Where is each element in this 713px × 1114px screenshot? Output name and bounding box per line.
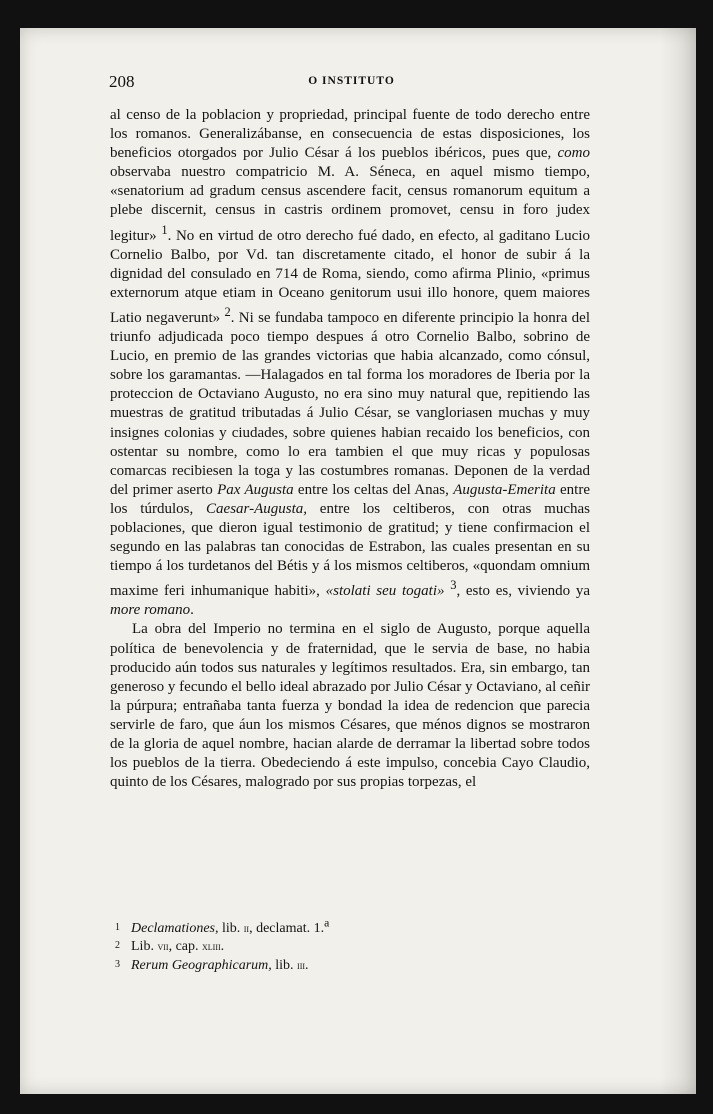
footnote: [115, 914, 535, 937]
footnote-ref: 1: [161, 222, 168, 237]
page-number: 208: [109, 72, 135, 91]
text-run: lib.: [271, 957, 298, 973]
roman-numeral: vii: [157, 939, 169, 954]
footnote-number: 1: [115, 921, 120, 933]
footnote: [115, 937, 535, 956]
text-run: observaba nuestro compatricio M. A. Séneca, en aquel mismo tiempo, «senatorium ad gradum census ascendere facit, census romanorum equitum a plebe discernit, census in castris ordinem promovet, censu in foro judex legitur»: [110, 164, 590, 244]
text-run: . Ni se fundaba tampoco en diferente principio la honra del triunfo adjudicada poco tiempo despues á otro Cornelio Balbo, sobrino de Lucio, en premio de las grandes victorias que habia alcanzado, como cónsul, sobre los garamantas. —Halagados en tal forma los moradores de Iberia por la proteccion de Octaviano Augusto, no era sino muy natural que, repitiendo las muestras de gratitud tributadas á Julio César, se vangloriasen muchas y muy insignes colonias y ciudades, sobre quienes habian recaido los beneficios, con ostentar su nombre, como lo era tambien el que muy ricas y populosas comarcas recibiesen la toga y las costumbres romanas. Deponen de la verdad del primer aserto: [110, 309, 590, 498]
footnote-ref: 3: [450, 578, 457, 593]
footnote-text: [131, 939, 224, 954]
page-edge-shadow: [660, 28, 696, 1094]
roman-numeral: iii: [297, 957, 306, 972]
text-run: , cap.: [168, 939, 202, 955]
text-run: . No en virtud de otro derecho fué dado, en efecto, al gaditano Lucio Cornelio Balbo, por Vd. tan discretamente citado, el honor de subir á la dignidad del consulado en 714 de Roma, siendo, como afirma Plinio, «primus externorum atque etiam in Oceano genitorum usui illo honore, quem maiores Latio negaverunt»: [110, 227, 590, 326]
text-run: al censo de la poblacion y propriedad, principal fuente de todo derecho entre los romanos. Generalizábanse, en consecuencia de estas disposiciones, los beneficios otorgados por Julio César á los pueblos ibéricos, pues que,: [110, 107, 590, 162]
italic-text: more romano: [110, 602, 191, 619]
footnote: [115, 956, 535, 975]
italic-text: Declamationes,: [131, 920, 219, 936]
text-run: .: [190, 602, 194, 619]
footnote-text: [131, 916, 330, 936]
paragraph: [110, 106, 590, 620]
footnote-number: 2: [115, 940, 120, 952]
italic-text: «stolati seu togati»: [325, 583, 445, 600]
text-run: lib.: [218, 920, 244, 936]
text-run: Lib.: [131, 939, 158, 955]
text-run: entre los celtas del Anas,: [293, 481, 454, 498]
footnote-text: [131, 958, 309, 973]
text-run: La obra del Imperio no termina en el siglo de Augusto, porque aquella política de benevolencia y de fraternidad, que le servia de base, no habia producido aún todos sus naturales y legítimos resultados. Era, sin embargo, tan generoso y fecundo el bello ideal abrazado por Julio César y Octaviano, al ceñir la púrpura; entrañaba tanta fuerza y bondad la idea de redencion que parecia servirle de faro, que áun los mismos Césares, que ménos dignos se mostraron de la gloria de aquel nombre, hacian alarde de derramar la libertad sobre todos los pueblos de la tierra. Obedeciendo á este impulso, concebia Cayo Claudio, quinto de los Césares, malogrado por sus propias torpezas, el: [110, 621, 590, 791]
footnote-ref: 2: [224, 304, 231, 319]
italic-text: Augusta-Emerita: [453, 481, 556, 498]
text-run: .: [220, 939, 225, 955]
italic-text: como: [557, 145, 590, 162]
footnote-ref: a: [324, 916, 330, 929]
text-run: entre los celtiberos, con otras muchas poblaciones, que dieron igual testimonio de gratitud; y tiene confirmacion el segundo en las palabras tan conocidas de Estrabon, las cuales presentan en su tiempo á los turdetanos del Bétis y á los mismos celtiberos, «quondam omnium maxime feri inhumanique habiti»,: [110, 500, 590, 600]
roman-numeral: xliii: [202, 939, 221, 954]
text-run: entre los túrdulos,: [110, 481, 590, 517]
page-header: [109, 70, 594, 94]
roman-numeral: ii: [243, 920, 250, 935]
running-title: O INSTITUTO: [308, 75, 395, 87]
main-text: [110, 106, 590, 792]
text-run: , declamat. 1.: [249, 920, 325, 936]
footnote-number: 3: [115, 958, 120, 970]
footnotes: [115, 914, 535, 974]
paragraph: [110, 620, 590, 792]
text-run: .: [305, 957, 309, 973]
italic-text: Caesar-Augusta,: [206, 500, 307, 517]
italic-text: Rerum Geographicarum,: [131, 957, 272, 973]
italic-text: Pax Augusta: [217, 481, 294, 498]
text-run: , esto es, viviendo ya: [456, 583, 590, 600]
